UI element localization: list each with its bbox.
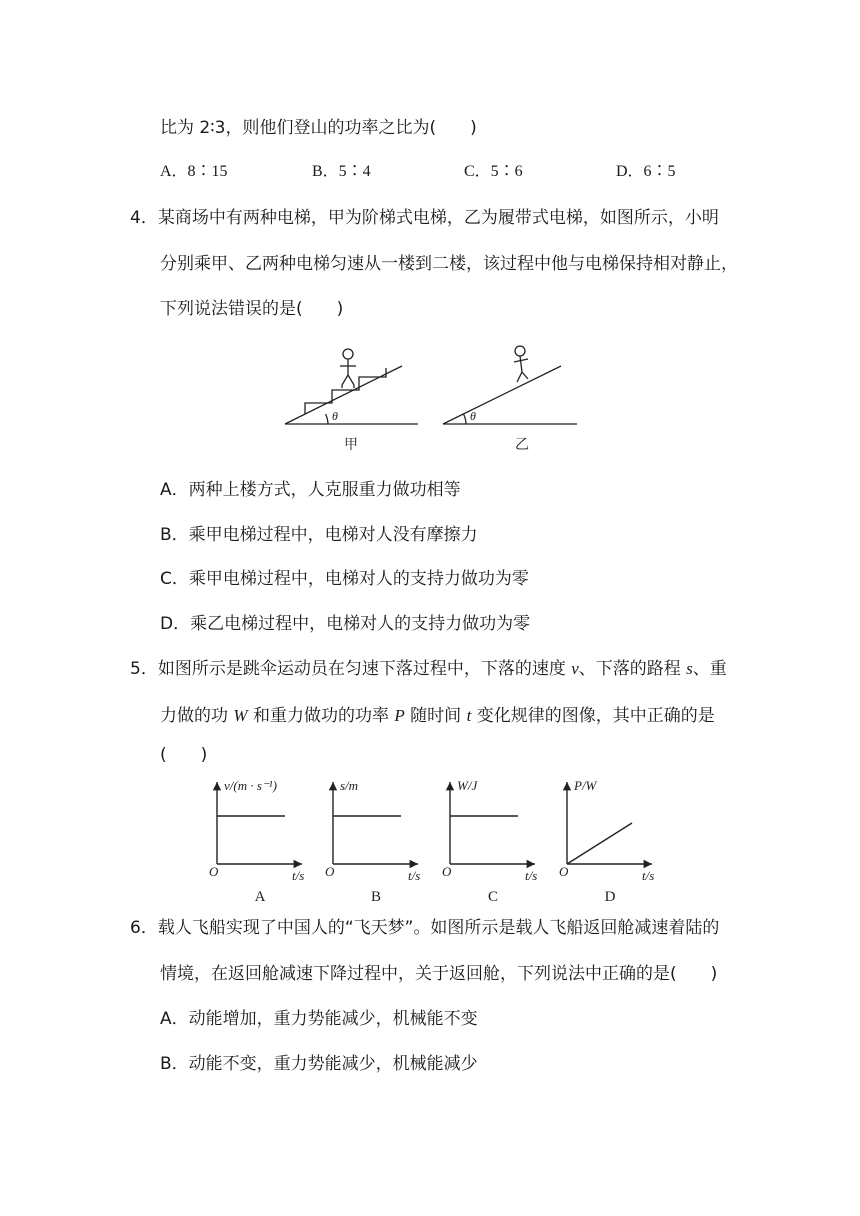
q5-stem-line-3: ( ) <box>160 745 208 765</box>
q4-option-a: A．两种上楼方式，人克服重力做功相等 <box>160 480 461 500</box>
q5-stem-line-2: 力做的功 W 和重力做功的功率 P 随时间 t 变化规律的图像，其中正确的是 <box>160 706 715 726</box>
q4-option-c: C．乘甲电梯过程中，电梯对人的支持力做功为零 <box>160 569 529 589</box>
graph-c <box>450 782 535 864</box>
graphs-svg <box>200 772 670 907</box>
angle-label-left: θ <box>332 409 338 423</box>
graph-c-caption: C <box>487 889 499 905</box>
q3-stem-continuation: 比为 2∶3，则他们登山的功率之比为( ) <box>160 118 477 138</box>
belt-escalator <box>443 346 577 424</box>
q4-stem-line-1: 4．某商场中有两种电梯，甲为阶梯式电梯，乙为履带式电梯，如图所示，小明 <box>130 208 719 228</box>
graph-d-xlabel: t/s <box>642 868 655 883</box>
graph-d-origin: O <box>559 864 569 879</box>
q6-stem-line-1: 6．载人飞船实现了中国人的“飞天梦”。如图所示是载人飞船返回舱减速着陆的 <box>130 918 720 938</box>
graph-d-ylabel: P/W <box>574 778 597 793</box>
graph-d-caption: D <box>604 889 616 905</box>
graph-a-xlabel: t/s <box>292 868 305 883</box>
q5-stem-line-1: 5．如图所示是跳伞运动员在匀速下落过程中，下落的速度 v、下落的路程 s、重 <box>130 659 727 679</box>
graph-b-ylabel: s/m <box>340 778 359 793</box>
caption-jia: 甲 <box>344 438 358 453</box>
q5-graphs <box>200 772 670 912</box>
graph-a-ylabel: v/(m · s⁻¹) <box>224 778 277 793</box>
q3-option-c: C．5∶6 <box>464 163 523 180</box>
q3-option-a: A．8∶15 <box>160 163 228 180</box>
q4-option-b: B．乘甲电梯过程中，电梯对人没有摩擦力 <box>160 525 478 545</box>
q6-stem-line-2: 情境，在返回舱减速下降过程中，关于返回舱，下列说法中正确的是( ) <box>160 964 718 984</box>
q3-option-b: B．5∶4 <box>312 163 371 180</box>
stair-escalator <box>285 349 418 424</box>
q4-elevator-figure <box>270 335 600 465</box>
graph-d <box>567 782 652 864</box>
escalator-diagram <box>270 335 600 460</box>
graph-c-xlabel: t/s <box>525 868 538 883</box>
graph-b-origin: O <box>325 864 335 879</box>
angle-label-right: θ <box>470 409 476 423</box>
caption-yi: 乙 <box>515 438 529 453</box>
graph-b-caption: B <box>370 889 382 905</box>
q4-stem-line-2: 分别乘甲、乙两种电梯匀速从一楼到二楼，该过程中他与电梯保持相对静止， <box>160 254 738 274</box>
graph-b <box>333 782 418 864</box>
q6-option-b: B．动能不变，重力势能减少，机械能减少 <box>160 1054 478 1074</box>
graph-b-xlabel: t/s <box>408 868 421 883</box>
graph-a-caption: A <box>254 889 266 905</box>
graph-a <box>217 782 302 864</box>
q4-option-d: D．乘乙电梯过程中，电梯对人的支持力做功为零 <box>160 614 531 634</box>
q6-option-a: A．动能增加，重力势能减少，机械能不变 <box>160 1009 478 1029</box>
graph-c-origin: O <box>442 864 452 879</box>
q4-stem-line-3: 下列说法错误的是( ) <box>160 299 344 319</box>
q3-option-d: D．6∶5 <box>616 163 676 180</box>
graph-c-ylabel: W/J <box>457 778 478 793</box>
graph-a-origin: O <box>209 864 219 879</box>
